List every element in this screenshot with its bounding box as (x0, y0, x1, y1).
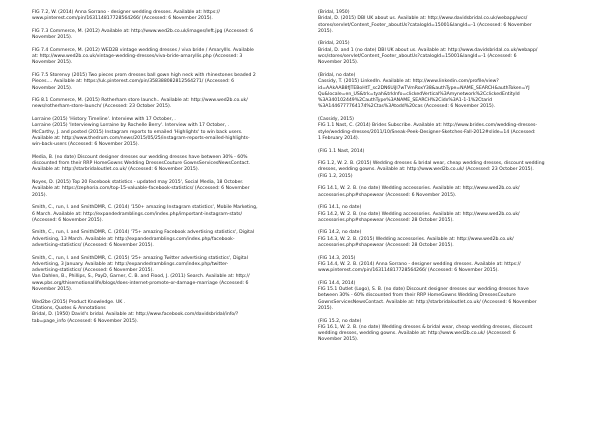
reference-entry: FIG 7.4 Commerce, M. (2012) WED2B vintage wedding dresses / viva bride / AmaryllIs. Available at: http://www.wed2b.co.uk/vintage-wedding-dresses/viva-bride-amaryllis.php (Accessed: 3 November 2015). (32, 47, 254, 66)
reference-entry: Media, B. (no date) Discount designer dresses our wedding dresses have between 30% - 60% discounted from their RRP HomeGowns Wedding DressesCouture GownsServicesNewsContact. Available at: http://starbridaloutlet.co.uk/ (Accessed: 6 November 2015). (32, 154, 251, 173)
reference-entry: (FIG 14.4, 2014) FIG 15.1 Outlet (Logo), S. B. (no date) Discount designer dresses our wedding dresses have between 30% - 60% discounted from their RRP HomeGowns Wedding DressesCouture GownsServicesNewsContact. Available at: http://starbridaloutlet.co.uk/ (Accessed: 6 November 2015). (318, 280, 537, 311)
reference-entry: (Cassidy, 2015) FIG 1.1 Nast, C. (2014) Brides Subscribe. Available at: http://www.brides.com/wedding-dresses- style/wedding-dresses/2011/10/Sneak-Peek-Designer-Sketches-Fall-2012#slide=14 (Accessed: 1 February 2014). (318, 117, 538, 141)
reference-entry: FIG 1.2, W. 2. B. (2015) Wedding dresses & bridal wear, cheap wedding dresses, discount wedding dresses, wedding gowns. Available at: http://www.wed2b.co.uk/ (Accessed: 23 October 2015). (FIG 1.2, 2015) (318, 161, 545, 179)
reference-entry: Smith, C., run, I. and SmithDMR, C. (2014) '150+ amazing Instagram statistics', Mobile Marketing, 6 March. Available at: http://expandedramblings.com/index.php/important-instagram-stats/ (Accessed: 6 November 2015). (32, 205, 258, 223)
reference-entry: (FIG 14.3, 2015) FIG 14.4, W. 2. B. (2014) Anna Sorrano - designer wedding dresses. Available at: https:// www.pinterest.com/pin/163114817728564266/ (Accessed: 6 November 2015). (318, 255, 521, 274)
reference-entry: (Bridal, 1950) Bridal, D. (2015) DBI UK about us. Available at: http://www.davidsbridal.co.uk/webapp/wcs/ stores/servlet/Content_Footer_aboutUs?catalogId=15001&langId=-1 (Accessed: 6 November 2015). (318, 10, 532, 34)
reference-entry: Noyes, D. (2015) Top 20 Facebook statistics - updated may 2015', Social Media, 18 October. Available at: https://zephoria.com/top-15-valuable-facebook-statistics/ (Accessed: 6 November 2015). (32, 180, 250, 198)
reference-entry: FIG 7.5 Storenvy (2015) Two pieces prom dresses ball gown high neck with rhinestones beaded 2 Pieces.... Available at: https://uk.pinterest.com/pin/358388082812564271/ (Accessed: 6 November 2015). (32, 72, 256, 91)
reference-entry: (Bridal, 2015) Bridal, D. and 1 (no date) DBI UK about us. Available at: http://www.davidsbridal.co.uk/webapp/ wcs/stores/servlet/Content_Footer_aboutUs?catalogId=15001&langId=-1 (Accessed: 6 November 2015). (318, 41, 538, 66)
reference-entry: FIG 8.1 Commerce, M. (2015) Rotherham store launch.. Available at: http://www.wed2b.co.uk/ news/rotherham-store-launch/ (Accessed: 23 October 2015). (32, 98, 248, 110)
reference-entry: (FIG 15.2, no date) FIG 16.1, W. 2. B. (no date) Wedding dresses & bridal wear, cheap wedding dresses, discount wedding dresses, wedding gowns. Available at: http://www.wed2b.co.uk/ (Accessed: 6 November 2015). (318, 318, 533, 343)
reference-entry: FIG 7.2, W. (2014) Anna Sorrano - designer wedding dresses. Available at: https:// www.pinterest.com/pin/163114817728564266/ (Accessed: 6 November 2015). (32, 10, 220, 22)
references-left-column (32, 10, 294, 325)
references-right-column (318, 10, 580, 344)
reference-entry: Wed2be (2015) Product Knowledge. UK . Citations, Quotes & Annotations Bridal, D. (1950) David's bridal. Available at: http://www.facebook.com/davidsbridal/info/? tab=page_info (Accessed: 6 November 2015). (32, 299, 239, 324)
reference-entry: FIG 7.3 Commerce, M. (2012) Available at: http://www.wed2b.co.uk/images/left.jpg (Accessed: 6 November 2015). (32, 28, 254, 41)
reference-entry: Smith, C., run, I. and SmithDMR, C. (2015) '25+ amazing Twitter advertising statistics', Digital Advertising, 3 January. Available at: http://expandedramblings.com/index.php/twitter- advertising-statistics/ (Accessed: 6 November 2015). Van Dahlen, B., Phillips, S., PayD, Garner, C. B. and Flood, J. (2011) Search. Available at: http:// www.pbs.org/thisemotionallife/blogs/does-internet-promote-or-damage-marriage (Accessed: 6 November 2015). (32, 255, 250, 293)
reference-entry: Lorraine (2015) 'History Timeline'. Interview with 17 October, . Lorraine (2015) 'Interviewing Lorraine by Rochelle Berry'. Interview with 17 October, . McCarthy, J. and posted (2015) Instagram reports to emailed 'Highlights' to win back users. Available at: http://www.thedrum.com/news/2015/05/25/instagram-reports-emailed-highlights- win-back-users (Accessed: 6 November 2015). (32, 117, 250, 148)
reference-entry: (FIG 14.1, no date) FIG 14.2, W. 2. B. (no date) Wedding accessories. Available at: http://www.wed2b.co.uk/ accessories.php#shapewear (Accessed: 28 October 2015). (318, 205, 520, 223)
reference-entry: FIG 14.1, W. 2. B. (no date) Wedding accessories. Available at: http://www.wed2b.co.uk/ accessories.php#shapewear (Accessed: 6 November 2015). (318, 186, 520, 198)
reference-entry: (FIG 14.2, no date) FIG 14.3, W. 2. B. (2015) Wedding accessories. Available at: http://www.wed2b.co.uk/ accessories.php#shapewear (Accessed: 28 October 2015). (318, 230, 514, 248)
reference-entry: Smith, C., run, I. and SmithDMR, C. (2014) '75+ amazing Facebook advertising statistics', Digital Advertising, 13 March. Available at: http://expandedramblings.com/index.php/facebook- advertising-statistics/ (Accessed: 6 November 2015). (32, 230, 255, 248)
reference-entry: (Bridal, no date) Cassidy, T. (2015) LinkedIn. Available at: http://www.linkedin.com/profile/view? id=AAkAAB8fJTEBoHtT_sc2DN6UiJl7wTVmRoxY38&authType=NAME_SEARCH&authToken=YJ Qu&locale=en_US&trk=tyah&trkInfo=clickedVertical%3Amynetwork%2CclickedEntityId %3A340102449%2CauthType%3ANAME_SEARCH%2Cidx%3A1-1-1%2Ctarid %3A1446777764174%2Ctas%3Atodd%20cas (Accessed: 6 November 2015). (318, 72, 530, 110)
reference-entry: (FIG 1.1 Nast, 2014) (318, 148, 365, 154)
